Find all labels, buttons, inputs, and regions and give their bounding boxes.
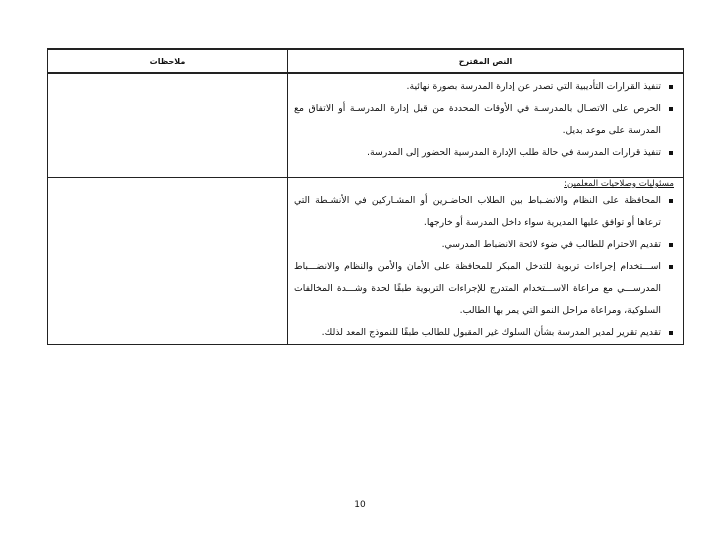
table-row xyxy=(48,178,684,345)
square-bullet-icon xyxy=(669,199,673,203)
list-item: تنفيذ القرارات التأديبية التي تصدر عن إدارة المدرسة بصورة نهائية. xyxy=(294,76,674,98)
proposed-text-cell xyxy=(288,178,684,345)
square-bullet-icon xyxy=(669,151,673,155)
proposed-text-cell xyxy=(288,73,684,178)
list-item: تقديم تقرير لمدير المدرسة بشأن السلوك غير المقبول للطالب طبقًا للنموذج المعد لذلك. xyxy=(294,322,674,344)
policy-table xyxy=(47,48,684,345)
section-subheading: مسئوليات وصلاحيات المعلمين: xyxy=(564,179,674,189)
notes-cell xyxy=(48,178,288,345)
notes-column-header: ملاحظات xyxy=(48,49,288,73)
square-bullet-icon xyxy=(669,331,673,335)
square-bullet-icon xyxy=(669,107,673,111)
page-number: 10 xyxy=(354,500,366,510)
square-bullet-icon xyxy=(669,85,673,89)
bullet-list xyxy=(294,76,674,164)
square-bullet-icon xyxy=(669,243,673,247)
list-item: تقديم الاحترام للطالب في ضوء لائحة الانضباط المدرسي. xyxy=(294,234,674,256)
bullet-list xyxy=(294,190,674,344)
list-item: تنفيذ قرارات المدرسة في حالة طلب الإدارة المدرسية الحضور إلى المدرسة. xyxy=(294,142,674,164)
proposed-text-column-header: النص المقترح xyxy=(288,49,684,73)
notes-cell xyxy=(48,73,288,178)
list-item: الحرص على الاتصـال بالمدرسـة في الأوقات المحددة من قبل إدارة المدرسـة أو الاتفاق مع المدرسة على موعد بديل. xyxy=(294,98,674,142)
table-row xyxy=(48,73,684,178)
list-item: المحافظة على النظام والانضـباط بين الطلاب الحاضـرين أو المشـاركين في الأنشـطة التي ترعاها أو توافق عليها المديرية سواء داخل المدرسة أو خارجها. xyxy=(294,190,674,234)
list-item: اســـتخدام إجراءات تربوية للتدخل المبكر للمحافظة على الأمان والأمن والنظام والانضـــباط المدرســـي مع مراعاة الاســـتخدام المتدرج للإجراءات التربوية طبقًا لحدة وشـــدة المخالفات السلوكية، ومراعاة مراحل النمو التي يمر بها الطالب. xyxy=(294,256,674,322)
table-header-row xyxy=(48,49,684,73)
square-bullet-icon xyxy=(669,265,673,269)
